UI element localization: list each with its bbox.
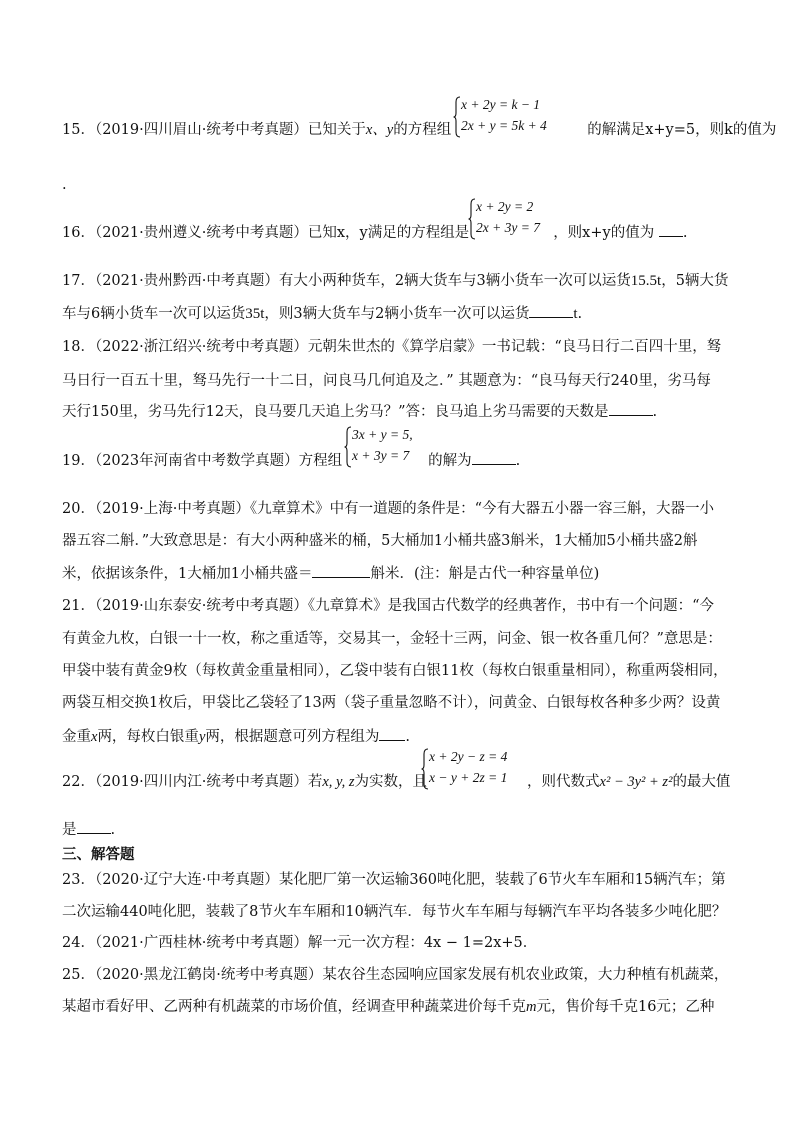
q16-suffix: ，则x+y的值为 — [553, 225, 655, 241]
q17-line2-a: 车与6辆小货车一次可以运货 — [62, 306, 246, 322]
q17-tail: . — [577, 306, 583, 322]
brace-icon — [344, 426, 352, 468]
q16-prefix: 16．（2021·贵州遵义·统考中考真题）已知x，y满足的方程组是 — [62, 225, 470, 241]
q21-tail: . — [405, 729, 410, 745]
q22-prefix: 22．（2019·四川内江·统考中考真题）若 — [62, 774, 323, 790]
q18-answer-blank[interactable] — [609, 402, 653, 416]
q22-vars: x, y, z — [322, 774, 355, 790]
q21-line2: 有黄金九枚，白银一十一枚，称之重适等，交易其一，金轻十三两，问金、银一枚各重几何？”意思是： — [62, 631, 722, 647]
q21-answer-blank[interactable] — [379, 727, 405, 741]
section-heading-answer-questions: 三、解答题 — [62, 847, 135, 863]
q19-equation-system — [344, 426, 434, 468]
q16-eq1: x + 2y = 2 — [476, 199, 534, 214]
q18-line2: 马日行一百五十里，驽马先行一十二日，问良马几何追及之．” 其题意为：“良马每天行240里，劣马每 — [62, 373, 711, 389]
q21-var-x: x — [91, 729, 98, 745]
q16-answer-blank[interactable] — [659, 223, 683, 237]
q21-line5-a: 金重 — [62, 729, 91, 745]
q20-line3-b: 斛米．(注：斛是古代一种容量单位) — [370, 566, 600, 582]
q19-eq2: x + 3y = 7 — [352, 448, 410, 463]
q19-tail: . — [515, 453, 521, 469]
q22-answer-blank[interactable] — [77, 820, 111, 834]
q17-line1-b: ，5辆大货 — [661, 273, 729, 289]
q15-tail: . — [62, 177, 67, 193]
q25-line1: 25．（2020·黑龙江鹤岗·统考中考真题）某农谷生态园响应国家发展有机农业政策，大力种植有机蔬菜， — [62, 967, 729, 983]
q19-eq1: 3x + y = 5, — [352, 427, 413, 442]
q16-eq2: 2x + 3y = 7 — [476, 220, 540, 235]
q22-mid: 为实数，且 — [354, 774, 428, 790]
q15-mid: 的方程组 — [393, 122, 452, 138]
q22-suffix-a: ，则代数式 — [527, 774, 600, 790]
q15-equation-system — [453, 96, 593, 138]
q20-line1: 20．（2019·上海·中考真题）《九章算术》中有一道题的条件是：“今有大器五小器一容三斛，大器一小 — [62, 501, 714, 517]
q25-line2-b: 元，售价每千克16元；乙种 — [536, 999, 715, 1015]
q17-answer-blank[interactable] — [529, 304, 573, 318]
q16-tail: . — [682, 225, 688, 241]
brace-icon — [421, 748, 429, 790]
q17-unit: t — [573, 306, 578, 322]
q25-line2-a: 某超市看好甲、乙两种有机蔬菜的市场价值，经调查甲种蔬菜进价每千克 — [62, 999, 526, 1015]
q20-line3-a: 米，依据该条件，1大桶加1小桶共盛＝ — [62, 566, 313, 582]
q21-line3: 甲袋中装有黄金9枚（每枚黄金重量相同），乙袋中装有白银11枚（每枚白银重量相同），称重两袋相同， — [62, 663, 728, 679]
q19-suffix: 的解为 — [428, 453, 472, 469]
q15-prefix: 15．（2019·四川眉山·统考中考真题）已知关于 — [62, 122, 366, 138]
q22-suffix-b: 的最大值 — [672, 774, 731, 790]
q22-expression: x² − 3y² + z² — [599, 774, 673, 790]
q17-line1-value: 15.5t — [630, 273, 662, 289]
q21-line4: 两袋互相交换1枚后，甲袋比乙袋轻了13两（袋子重量忽略不计），问黄金、白银每枚各种多少两？设黄 — [62, 695, 721, 711]
q24-line1: 24．（2021·广西桂林·统考中考真题）解一元一次方程：4x − 1=2x+5． — [62, 935, 538, 951]
q18-tail: . — [652, 404, 658, 420]
q21-line1: 21．（2019·山东泰安·统考中考真题）《九章算术》是我国古代数学的经典著作，书中有一个问题：“今 — [62, 598, 714, 614]
q23-line2: 二次运输440吨化肥，装载了8节火车车厢和10辆汽车．每节火车车厢与每辆汽车平均各装多少吨化肥？ — [62, 904, 727, 920]
q22-tail: . — [110, 822, 116, 838]
q15-suffix: 的解满足x+y=5，则k的值为 — [587, 122, 777, 138]
q16-equation-system — [468, 198, 558, 240]
q18-line1: 18．（2022·浙江绍兴·统考中考真题）元朝朱世杰的《算学启蒙》一书记载：“良马日行二百四十里，驽 — [62, 339, 722, 355]
q20-line2: 器五容二斛．”大致意思是：有大小两种盛米的桶，5大桶加1小桶共盛3斛米，1大桶加5小桶共盛2斛 — [62, 533, 698, 549]
q17-line2-b: ，则3辆大货车与2辆小货车一次可以运货 — [264, 306, 530, 322]
q22-eq2: x − y + 2z = 1 — [429, 770, 508, 785]
q22-eq1: x + 2y − z = 4 — [429, 749, 508, 764]
q22-equation-system — [421, 748, 531, 790]
q19-prefix: 19．（2023年河南省中考数学真题）方程组 — [62, 453, 343, 469]
q21-line5-b: 两，每枚白银重 — [97, 729, 199, 745]
q15-eq1: x + 2y = k − 1 — [461, 97, 541, 112]
q21-var-y: y — [198, 729, 206, 745]
q15-vars: x、y — [365, 122, 394, 138]
q21-line5-c: 两，根据题意可列方程组为 — [205, 729, 380, 745]
q17-line2-value: 35t — [245, 306, 265, 322]
q20-answer-blank[interactable] — [312, 564, 370, 578]
brace-icon — [453, 96, 461, 138]
q15-eq2: 2x + y = 5k + 4 — [461, 118, 547, 133]
brace-icon — [468, 198, 476, 240]
q19-answer-blank[interactable] — [472, 451, 516, 465]
q25-var-m: m — [526, 999, 537, 1015]
q18-line3: 天行150里，劣马先行12天，良马要几天追上劣马？”答：良马追上劣马需要的天数是 — [62, 404, 609, 420]
q23-line1: 23．（2020·辽宁大连·中考真题）某化肥厂第一次运输360吨化肥，装载了6节火车车厢和15辆汽车；第 — [62, 872, 726, 888]
q22-line2-a: 是 — [62, 822, 77, 838]
q17-line1-a: 17．（2021·贵州黔西·中考真题）有大小两种货车，2辆大货车与3辆小货车一次可以运货 — [62, 273, 631, 289]
